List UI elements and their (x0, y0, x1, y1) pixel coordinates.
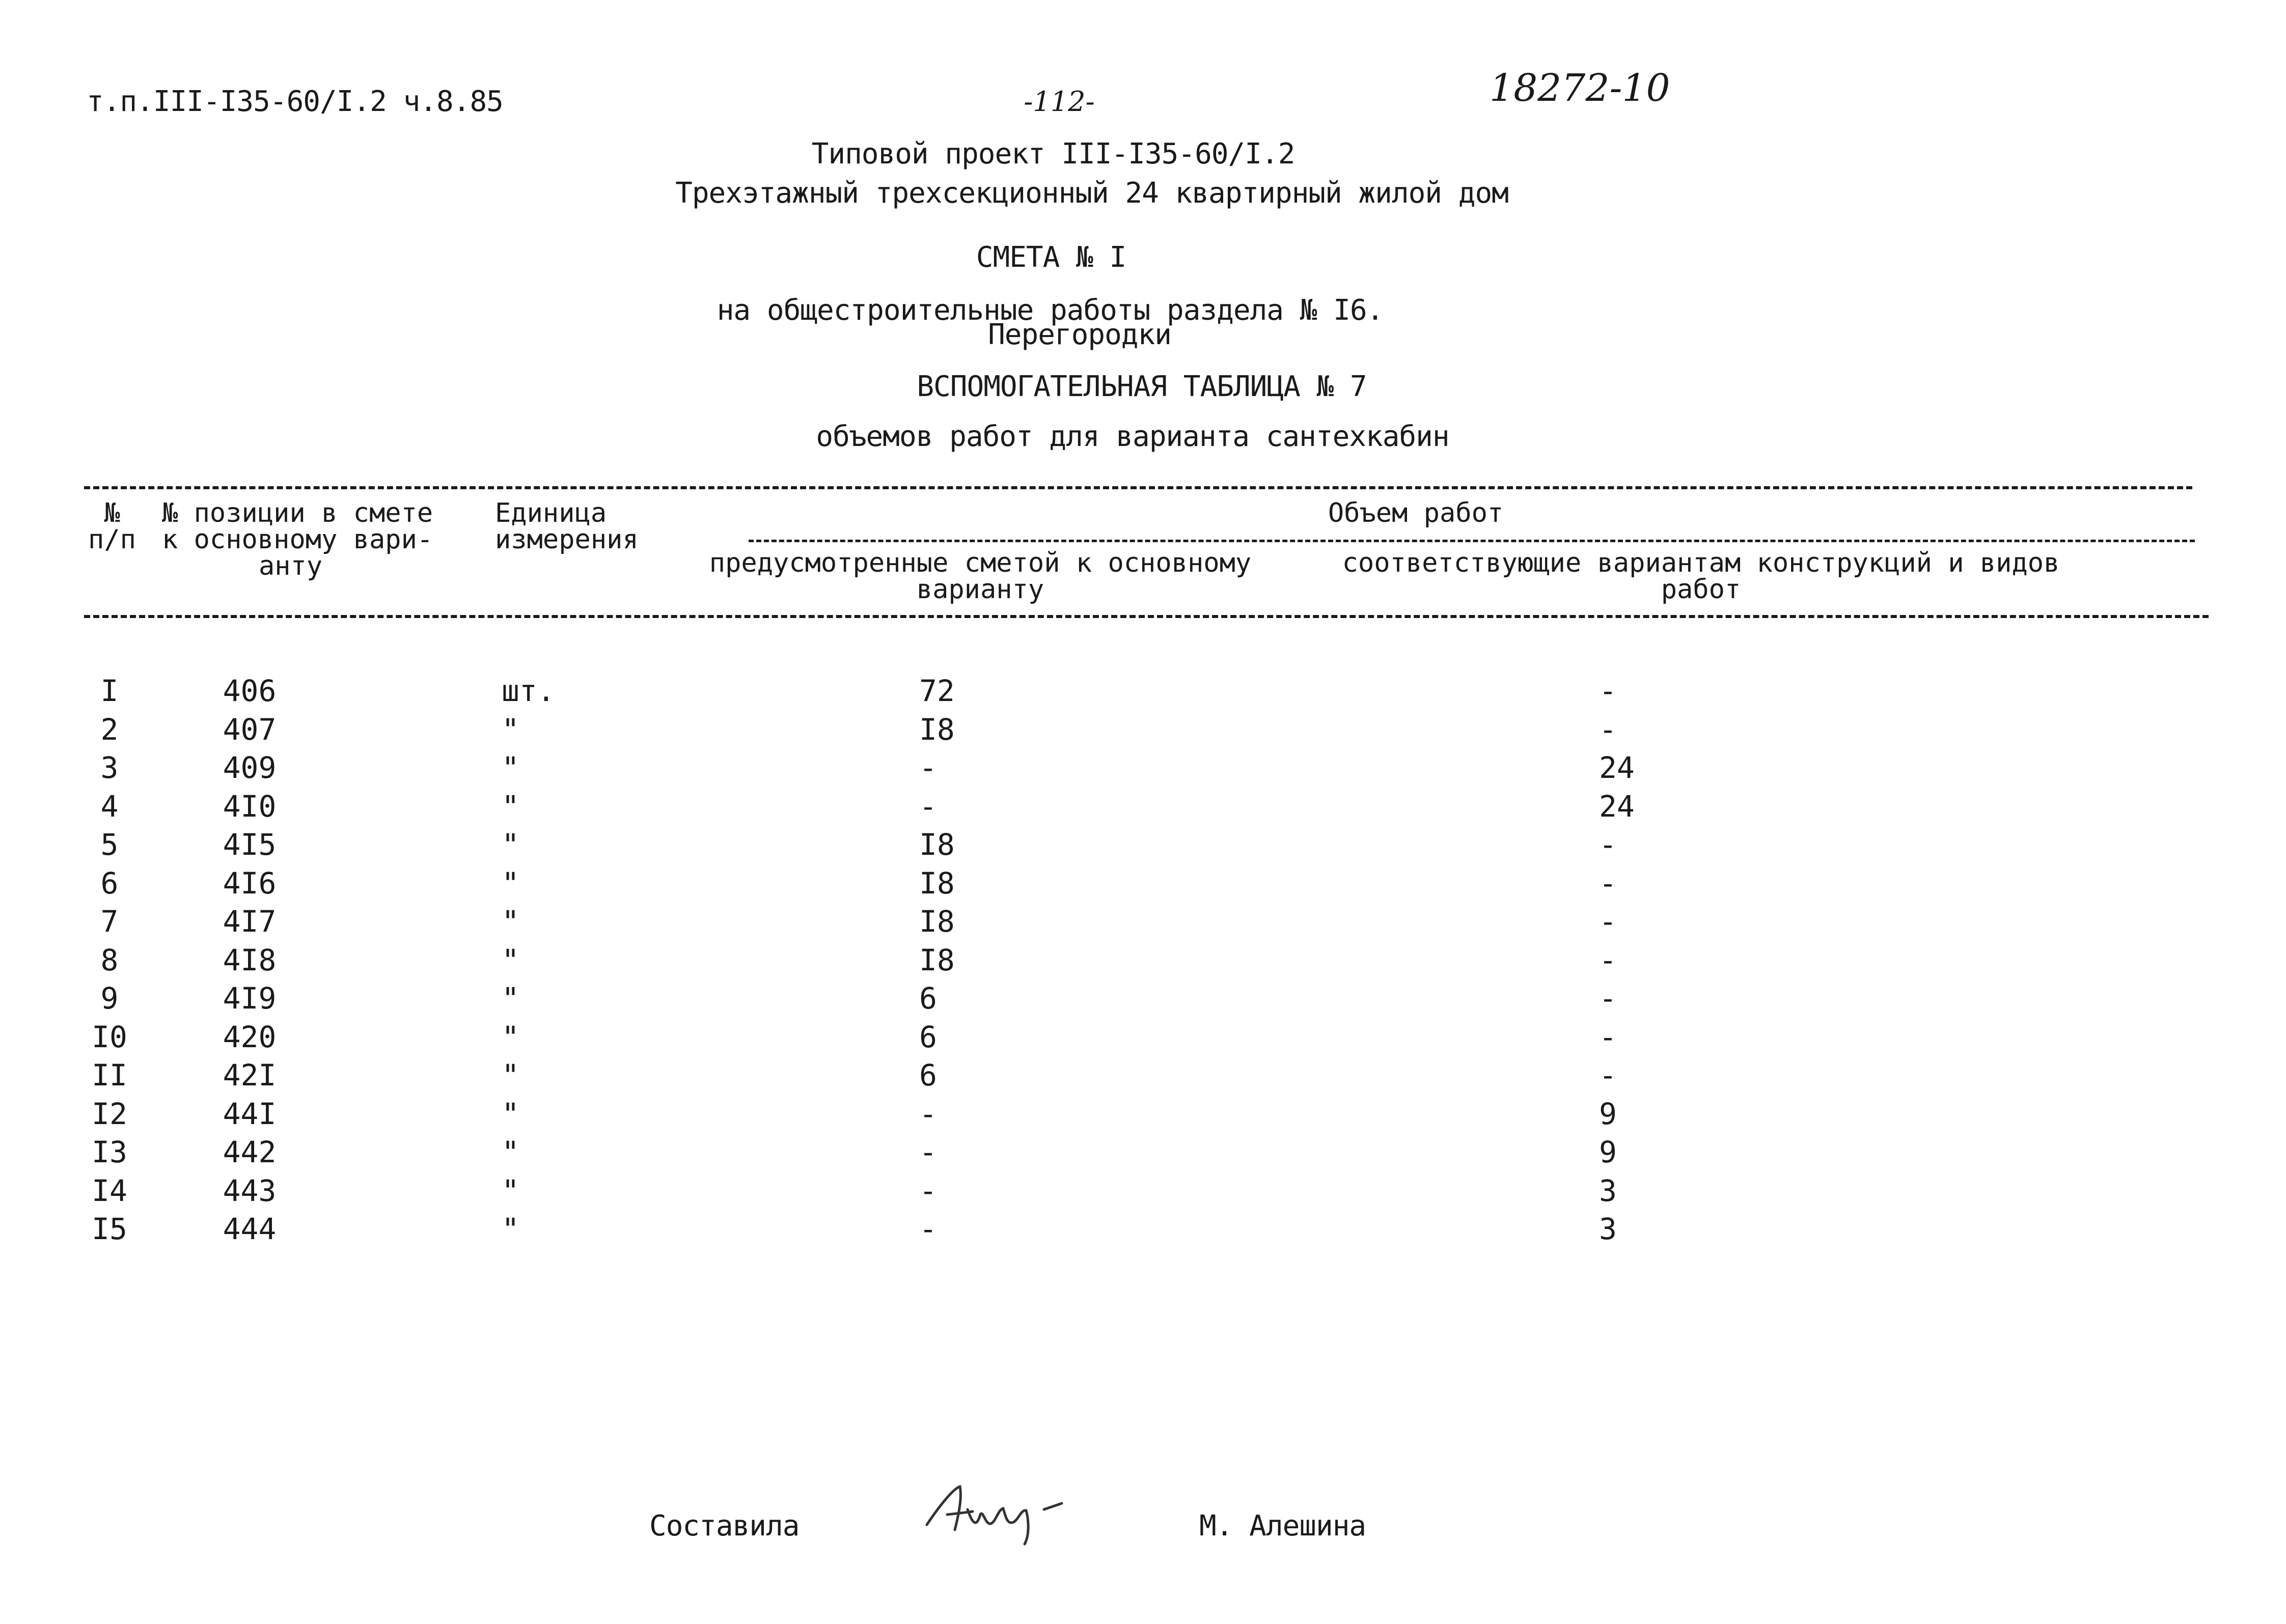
cell-unit: " (502, 1212, 519, 1246)
cell-num: I2 (92, 1097, 127, 1131)
col-unit-header (495, 500, 639, 553)
col-base-header (709, 550, 1251, 603)
col-variant-header-line2: работ (1661, 574, 1741, 605)
cell-pos: 4I7 (223, 904, 277, 939)
cell-pos: 4I0 (223, 789, 277, 824)
cell-unit: " (502, 1173, 519, 1208)
cell-variant: 24 (1599, 789, 1635, 824)
cell-num: 7 (100, 904, 119, 939)
section-subtitle: Перегородки (988, 318, 1171, 351)
cell-num: 2 (100, 712, 119, 747)
section-title: на общестроительные работы раздела № I6. (717, 294, 1384, 327)
cell-unit: " (502, 866, 519, 901)
cell-pos: 4I6 (223, 866, 277, 901)
cell-unit: " (502, 1058, 519, 1093)
cell-num: I3 (92, 1135, 127, 1169)
cell-base: - (919, 1135, 937, 1169)
document-number: 18272-10 (1490, 66, 1670, 110)
cell-num: 3 (100, 750, 119, 785)
cell-variant: - (1599, 827, 1617, 862)
compiled-by-label: Составила (649, 1509, 800, 1543)
cell-variant: - (1599, 674, 1617, 708)
cell-base: 6 (919, 981, 937, 1016)
cell-pos: 444 (223, 1212, 277, 1246)
cell-variant: 9 (1599, 1097, 1617, 1131)
cell-pos: 409 (223, 750, 277, 785)
cell-pos: 443 (223, 1173, 277, 1208)
cell-num: 9 (100, 981, 119, 1016)
table-header-bottom-rule (84, 615, 2209, 618)
col-position-header-line2: к основному вари- (162, 524, 433, 555)
cell-base: I8 (919, 943, 955, 977)
col-position-header-line3: анту (259, 551, 323, 581)
cell-base: - (919, 1212, 937, 1246)
cell-base: I8 (919, 904, 955, 939)
cell-unit: " (502, 943, 519, 977)
cell-pos: 406 (223, 674, 277, 708)
cell-base: 6 (919, 1058, 937, 1093)
cell-variant: 3 (1599, 1173, 1617, 1208)
signature-icon (917, 1479, 1090, 1555)
cell-variant: - (1599, 866, 1617, 901)
project-description: Трехэтажный трехсекционный 24 квартирный жилой дом (675, 177, 1508, 210)
cell-variant: - (1599, 1058, 1617, 1093)
cell-base: I8 (919, 712, 955, 747)
page-number: -112- (1024, 86, 1095, 118)
table-subject: объемов работ для варианта сантехкабин (816, 420, 1449, 453)
cell-variant: 9 (1599, 1135, 1617, 1169)
cell-num: 4 (100, 789, 119, 824)
cell-unit: " (502, 750, 519, 785)
volume-group-header: Объем работ (1328, 498, 1504, 528)
cell-num: 5 (100, 827, 119, 862)
cell-variant: - (1599, 981, 1617, 1016)
smeta-title: СМЕТА № I (976, 241, 1126, 274)
cell-pos: 4I5 (223, 827, 277, 862)
col-position-header (162, 500, 433, 579)
cell-unit: " (502, 904, 519, 939)
cell-pos: 42I (223, 1058, 277, 1093)
cell-variant: - (1599, 943, 1617, 977)
cell-pos: 442 (223, 1135, 277, 1169)
cell-num: 6 (100, 866, 119, 901)
cell-variant: - (1599, 904, 1617, 939)
cell-variant: - (1599, 1020, 1617, 1054)
table-top-rule (84, 486, 2192, 489)
cell-unit: " (502, 1135, 519, 1169)
cell-base: - (919, 1097, 937, 1131)
cell-variant: 3 (1599, 1212, 1617, 1246)
col-unit-header-line1: Единица (495, 498, 607, 528)
cell-unit: " (502, 981, 519, 1016)
project-title: Типовой проект III-I35-60/I.2 (811, 137, 1295, 171)
signature-image (917, 1479, 1090, 1557)
cell-num: I (100, 674, 119, 708)
aux-table-title: ВСПОМОГАТЕЛЬНАЯ ТАБЛИЦА № 7 (917, 370, 1367, 403)
cell-pos: 4I8 (223, 943, 277, 977)
col-base-header-line2: варианту (916, 574, 1044, 605)
document-code: т.п.III-I35-60/I.2 ч.8.85 (87, 85, 503, 118)
cell-unit: " (502, 827, 519, 862)
cell-pos: 4I9 (223, 981, 277, 1016)
cell-base: I8 (919, 866, 955, 901)
col-num-header-line1: № (104, 498, 120, 528)
cell-num: I5 (92, 1212, 127, 1246)
col-variant-header (1342, 550, 2060, 603)
cell-unit: шт. (502, 674, 555, 708)
cell-variant: - (1599, 712, 1617, 747)
col-base-header-line1: предусмотренные сметой к основному (709, 548, 1252, 578)
col-num-header (88, 500, 136, 553)
cell-pos: 44I (223, 1097, 277, 1131)
cell-pos: 407 (223, 712, 277, 747)
compiler-name: М. Алешина (1199, 1509, 1366, 1543)
cell-base: I8 (919, 827, 955, 862)
cell-unit: " (502, 1097, 519, 1131)
cell-base: - (919, 750, 937, 785)
cell-base: 72 (919, 674, 955, 708)
col-position-header-line1: № позиции в смете (162, 498, 433, 528)
cell-base: - (919, 789, 937, 824)
cell-unit: " (502, 712, 519, 747)
cell-num: 8 (100, 943, 119, 977)
col-num-header-line2: п/п (88, 524, 136, 555)
col-unit-header-line2: измерения (495, 524, 639, 555)
cell-num: II (92, 1058, 127, 1093)
cell-base: - (919, 1173, 937, 1208)
cell-num: I4 (92, 1173, 127, 1208)
cell-unit: " (502, 789, 519, 824)
cell-base: 6 (919, 1020, 937, 1054)
volume-group-rule (749, 540, 2195, 542)
col-variant-header-line1: соответствующие вариантам конструкций и видов (1342, 548, 2060, 578)
cell-variant: 24 (1599, 750, 1635, 785)
cell-num: I0 (92, 1020, 127, 1054)
cell-unit: " (502, 1020, 519, 1054)
cell-pos: 420 (223, 1020, 277, 1054)
